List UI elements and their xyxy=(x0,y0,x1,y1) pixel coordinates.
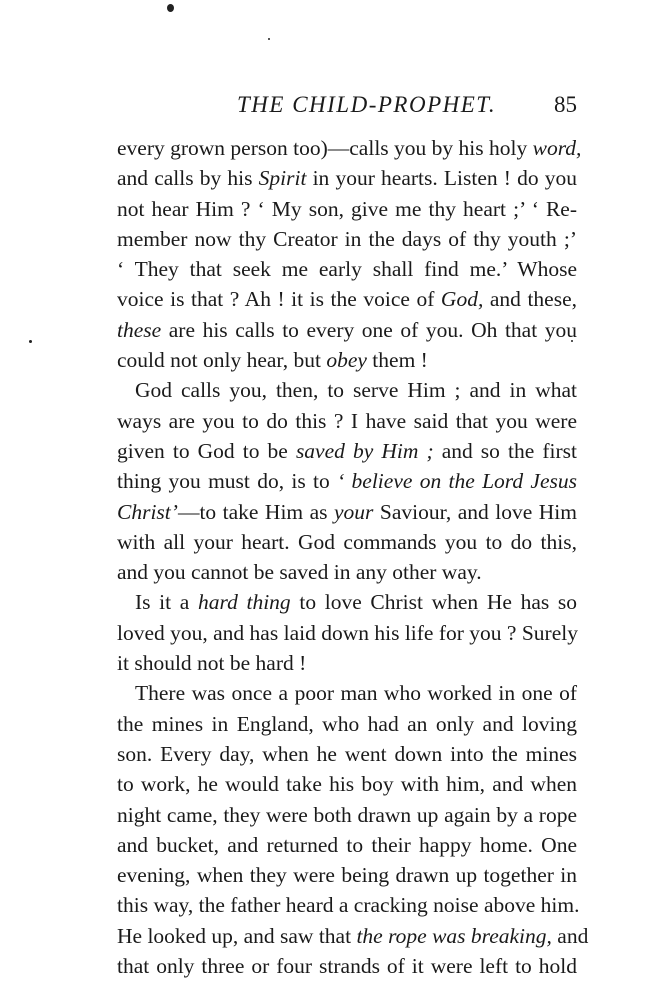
text-run: and xyxy=(551,923,589,948)
text-run: could not only hear, but xyxy=(117,348,327,373)
page-number: 85 xyxy=(554,92,577,117)
text-run: and calls by his xyxy=(117,166,259,191)
text-line xyxy=(117,830,577,860)
text-run: member now thy Creator in the days of thy youth ;’ xyxy=(117,226,577,251)
text-run: and you cannot be saved in any other way. xyxy=(117,560,482,585)
text-line xyxy=(117,769,577,799)
text-run: in your hearts. Listen ! do you xyxy=(306,166,577,191)
italic-run: Christ’ xyxy=(117,499,178,524)
text-line xyxy=(117,345,577,375)
text-line xyxy=(117,284,577,314)
text-line xyxy=(117,921,589,951)
text-run: given to God to be xyxy=(117,438,296,463)
text-run: to work, he would take his boy with him, and when xyxy=(117,772,577,797)
italic-run: hard thing xyxy=(198,590,291,615)
text-run: them ! xyxy=(366,348,428,373)
text-run: He looked up, and saw that xyxy=(117,923,357,948)
text-line xyxy=(117,254,577,284)
text-run: every grown person too)—calls you by his holy xyxy=(117,136,533,160)
text-run: God calls you, then, to serve Him ; and in what xyxy=(135,378,577,403)
italic-run: saved by Him ; xyxy=(295,438,434,463)
text-run: Is it a xyxy=(135,590,198,615)
page-header xyxy=(117,92,577,124)
text-line xyxy=(117,375,577,405)
text-line xyxy=(117,618,577,648)
running-title: THE CHILD-PROPHET. xyxy=(237,92,497,117)
text-line xyxy=(117,527,577,557)
text-run: evening, when they were being drawn up together in xyxy=(117,863,577,888)
text-line xyxy=(117,133,582,163)
text-line xyxy=(117,890,580,920)
text-run: loved you, and has laid down his life for you ? Surely xyxy=(117,620,578,645)
text-run: Saviour, and love Him xyxy=(373,499,577,524)
text-line xyxy=(117,860,577,890)
text-line xyxy=(117,951,577,981)
italic-run: the rope was breaking, xyxy=(356,923,552,948)
text-run: ways are you to do this ? I have said that you were xyxy=(117,408,577,433)
text-run: that only three or four strands of it were left to hold xyxy=(117,954,577,979)
text-line xyxy=(117,406,577,436)
text-run: the mines in England, who had an only and loving xyxy=(117,711,577,736)
text-run: and these, xyxy=(483,287,578,312)
ink-speck xyxy=(29,340,32,343)
text-line xyxy=(117,436,577,466)
text-line xyxy=(117,497,577,527)
text-run: and bucket, and returned to their happy home. One xyxy=(117,832,577,857)
text-run: thing you must do, is to xyxy=(117,469,338,494)
text-line xyxy=(117,466,577,496)
text-run: There was once a poor man who worked in one of xyxy=(135,681,577,706)
italic-run: word, xyxy=(532,136,582,160)
text-line xyxy=(117,709,577,739)
ink-speck xyxy=(167,4,174,12)
text-run: son. Every day, when he went down into the mines xyxy=(117,741,577,766)
text-line xyxy=(117,739,577,769)
text-run: ‘ They that seek me early shall find me.’ Whose xyxy=(117,257,577,282)
text-run: to love Christ when He has so xyxy=(290,590,577,615)
text-line xyxy=(117,800,577,830)
text-line xyxy=(117,224,577,254)
text-line xyxy=(117,194,577,224)
text-run: this way, the father heard a cracking noise above him. xyxy=(117,893,580,918)
text-run: not hear Him ? ‘ My son, give me thy heart ;’ ‘ Re- xyxy=(117,196,577,221)
text-run: night came, they were both drawn up again by a rope xyxy=(117,802,577,827)
text-run: and so the first xyxy=(433,438,577,463)
text-run: it should not be hard ! xyxy=(117,651,307,676)
italic-run: God, xyxy=(440,287,484,312)
text-line xyxy=(117,163,577,193)
text-run: are his calls to every one of you. Oh that you xyxy=(161,317,577,342)
text-line xyxy=(117,315,577,345)
ink-speck xyxy=(268,38,270,40)
text-line xyxy=(117,648,577,678)
text-run: —to take Him as xyxy=(177,499,334,524)
italic-run: your xyxy=(334,499,374,524)
italic-run: these xyxy=(117,317,162,342)
italic-run: ‘ believe on the Lord Jesus xyxy=(337,469,578,494)
text-run: with all your heart. God commands you to do this, xyxy=(117,529,577,554)
italic-run: Spirit xyxy=(258,166,307,191)
text-run: voice is that ? Ah ! it is the voice of xyxy=(117,287,441,312)
body-text xyxy=(117,133,589,981)
text-line xyxy=(117,557,577,587)
text-line xyxy=(117,678,577,708)
italic-run: obey xyxy=(326,348,367,373)
text-line xyxy=(117,587,577,617)
